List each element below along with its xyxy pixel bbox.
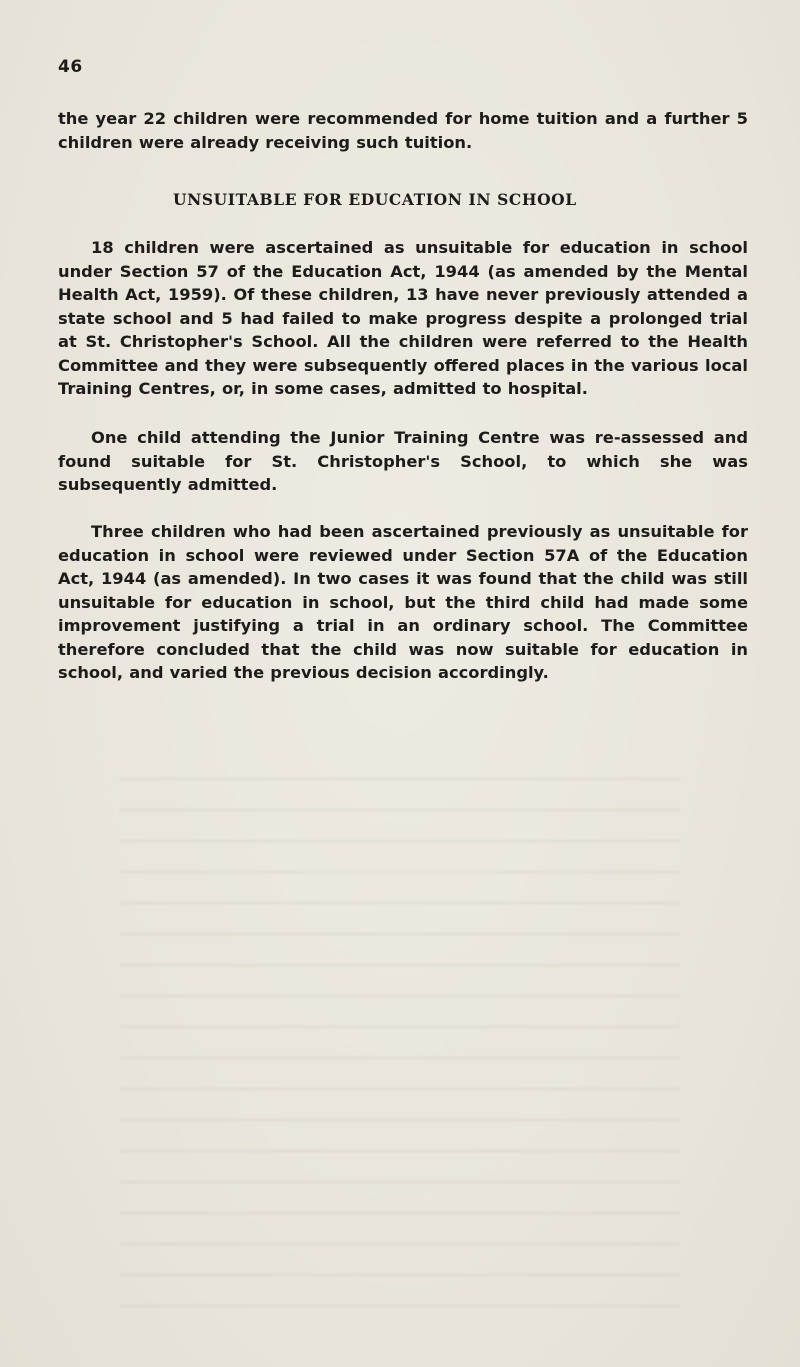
paragraph-reassessed: One child attending the Junior Training Centre was re-assessed and found suitable for St. Christopher's School, to which she was subsequently admitted. xyxy=(58,428,748,494)
paragraph-reviewed: Three children who had been ascertained previously as unsuitable for education in school were reviewed under Section 57A of the Education Act, 1944 (as amended). In two cases it was found that the child was still unsuitable for education in school, but the third child had made some improvement justifying a trial in an ordinary school. The Committee therefore concluded that the child was now suitable for education in school, and varied the previous decision accordingly. xyxy=(58,522,748,682)
show-through-texture xyxy=(120,760,680,1320)
page-number: 46 xyxy=(58,57,83,77)
intro-paragraph: the year 22 children were recommended for home tuition and a further 5 children were already receiving such tuition. xyxy=(58,109,748,152)
section-heading: UNSUITABLE FOR EDUCATION IN SCHOOL xyxy=(173,190,577,209)
paragraph-ascertained: 18 children were ascertained as unsuitable for education in school under Section 57 of the Education Act, 1944 (as amended by the Mental Health Act, 1959). Of these children, 13 have never previously attended a state school and 5 had failed to make progress despite a prolonged trial at St. Christopher's School. All the children were referred to the Health Committee and they were subsequently offered places in the various local Training Centres, or, in some cases, admitted to hospital. xyxy=(58,238,748,398)
